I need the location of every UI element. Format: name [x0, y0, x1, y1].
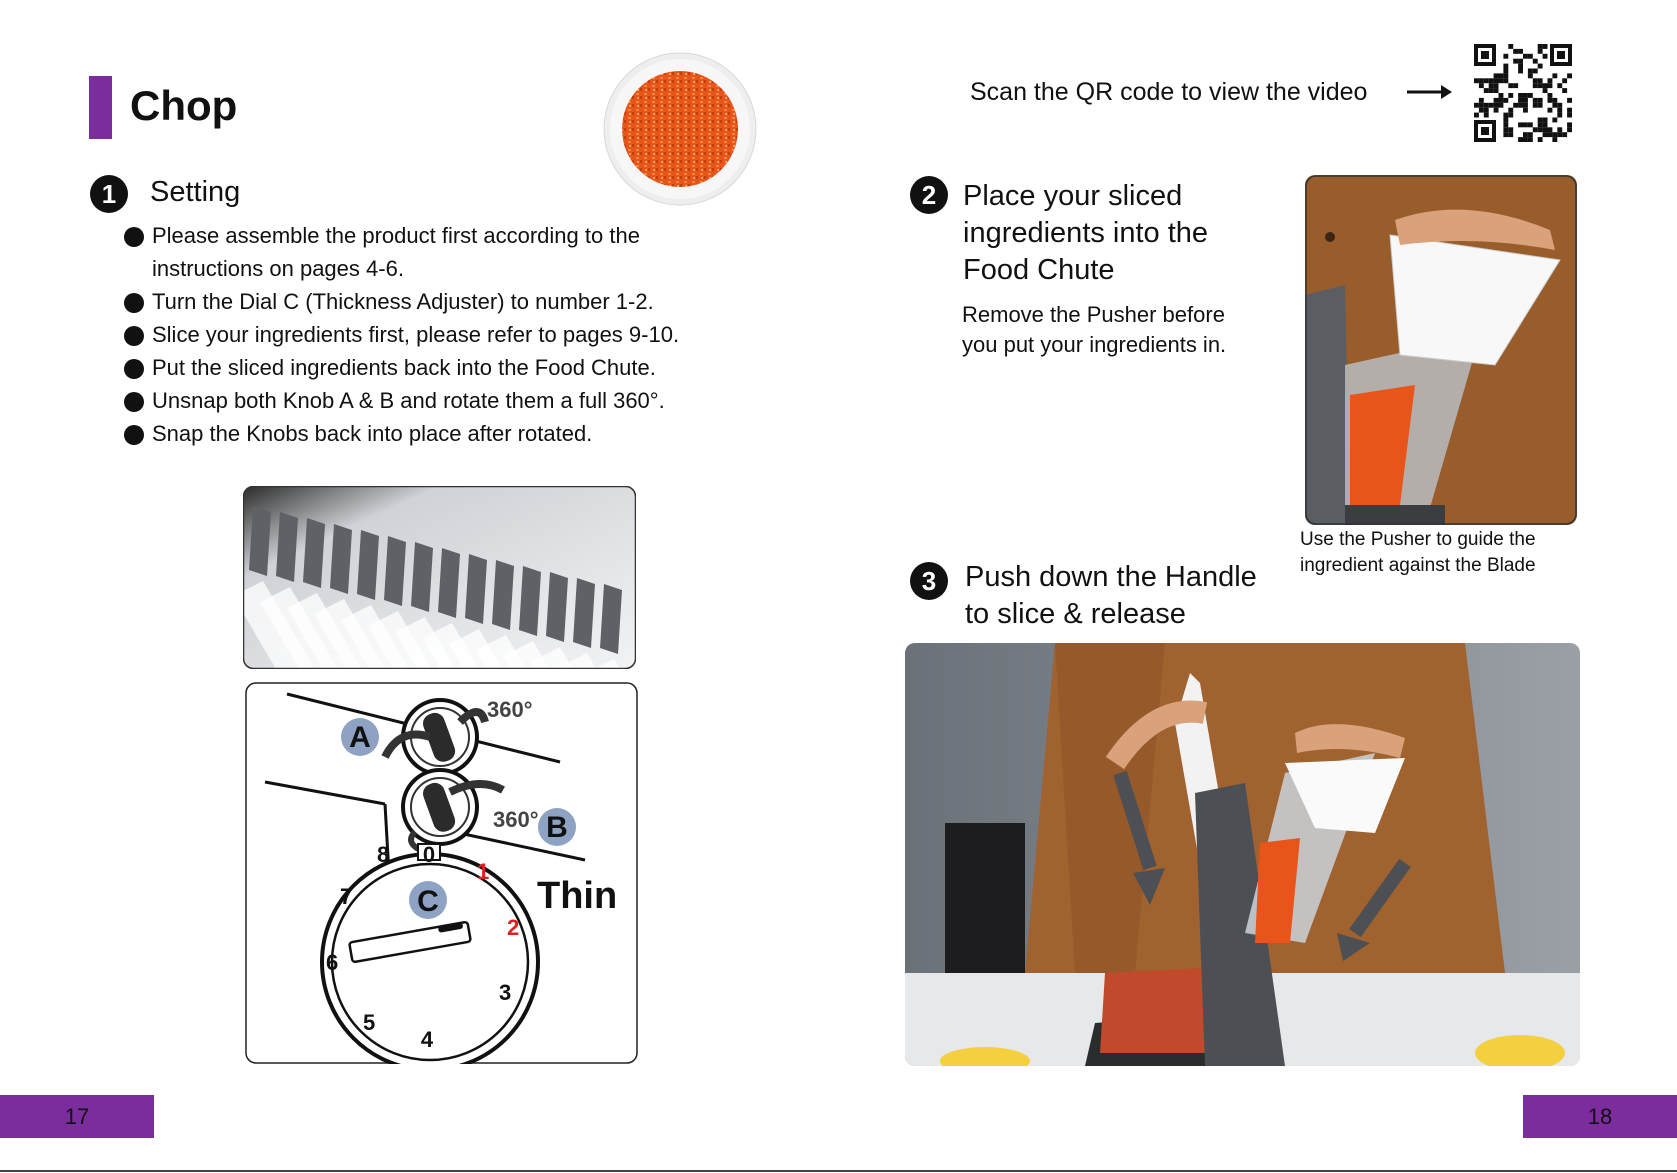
chopped-carrot-bowl-image	[603, 52, 758, 207]
dial-number-7: 7	[340, 884, 353, 909]
list-item: Slice your ingredients first, please refer to pages 9-10.	[124, 318, 754, 351]
dial-number-3: 3	[499, 980, 512, 1005]
list-item: Unsnap both Knob A & B and rotate them a full 360°.	[124, 384, 754, 417]
dial-number-1: 1	[477, 859, 490, 884]
dial-number-4: 4	[420, 1027, 434, 1052]
step-2-title-line: ingredients into the	[963, 217, 1209, 249]
step-2-title-line: Place your sliced	[963, 180, 1183, 212]
step-2-note-line: you put your ingredients in.	[962, 332, 1227, 357]
step-3-title-line: Push down the Handle	[965, 561, 1257, 593]
food-chute-pusher-photo	[1305, 175, 1577, 525]
dial-number-0: 0	[422, 842, 436, 867]
rotation-b-label: 360°	[493, 807, 539, 832]
rotation-a-label: 360°	[487, 697, 533, 722]
step-2-note-line: Remove the Pusher before	[962, 302, 1225, 327]
page-number-18: 18	[1523, 1095, 1677, 1138]
dial-number-8: 8	[377, 842, 390, 867]
step-1-number: 1	[90, 175, 128, 213]
bottom-divider	[0, 1170, 1677, 1172]
list-item: Turn the Dial C (Thickness Adjuster) to number 1-2.	[124, 285, 754, 318]
page-number-17: 17	[0, 1095, 154, 1138]
blade-closeup-image	[243, 486, 636, 669]
push-handle-slicing-photo	[905, 643, 1580, 1066]
qr-instruction-text: Scan the QR code to view the video	[970, 78, 1368, 106]
thin-label: Thin	[537, 875, 618, 917]
step-3-title-line: to slice & release	[965, 598, 1186, 630]
dial-number-2: 2	[507, 915, 520, 940]
caption-line: Use the Pusher to guide the	[1300, 529, 1536, 550]
knob-dial-diagram	[245, 682, 638, 1064]
step-2-number: 2	[910, 176, 948, 214]
setting-instructions-list	[124, 219, 754, 450]
arrow-right-icon	[1405, 82, 1453, 102]
title-accent-bar	[89, 76, 112, 139]
dial-number-5: 5	[363, 1010, 376, 1035]
step-1-title: Setting	[150, 176, 241, 208]
list-item: Put the sliced ingredients back into the Food Chute.	[124, 351, 754, 384]
pusher-photo-caption	[1300, 527, 1580, 579]
knob-b-label: B	[546, 811, 568, 844]
dial-number-6: 6	[326, 950, 339, 975]
step-2-note	[962, 300, 1226, 360]
list-item: Snap the Knobs back into place after rotated.	[124, 417, 754, 450]
list-item: Please assemble the product first according to the instructions on pages 4-6.	[124, 219, 754, 285]
knob-a-label: A	[349, 721, 371, 754]
page-title: Chop	[130, 82, 238, 129]
caption-line: ingredient against the Blade	[1300, 555, 1536, 576]
step-2-title	[963, 178, 1208, 289]
step-3-title	[965, 559, 1257, 633]
dial-c-label: C	[417, 885, 439, 918]
step-2-title-line: Food Chute	[963, 254, 1115, 286]
qr-code-icon[interactable]	[1472, 42, 1574, 144]
step-3-number: 3	[910, 562, 948, 600]
